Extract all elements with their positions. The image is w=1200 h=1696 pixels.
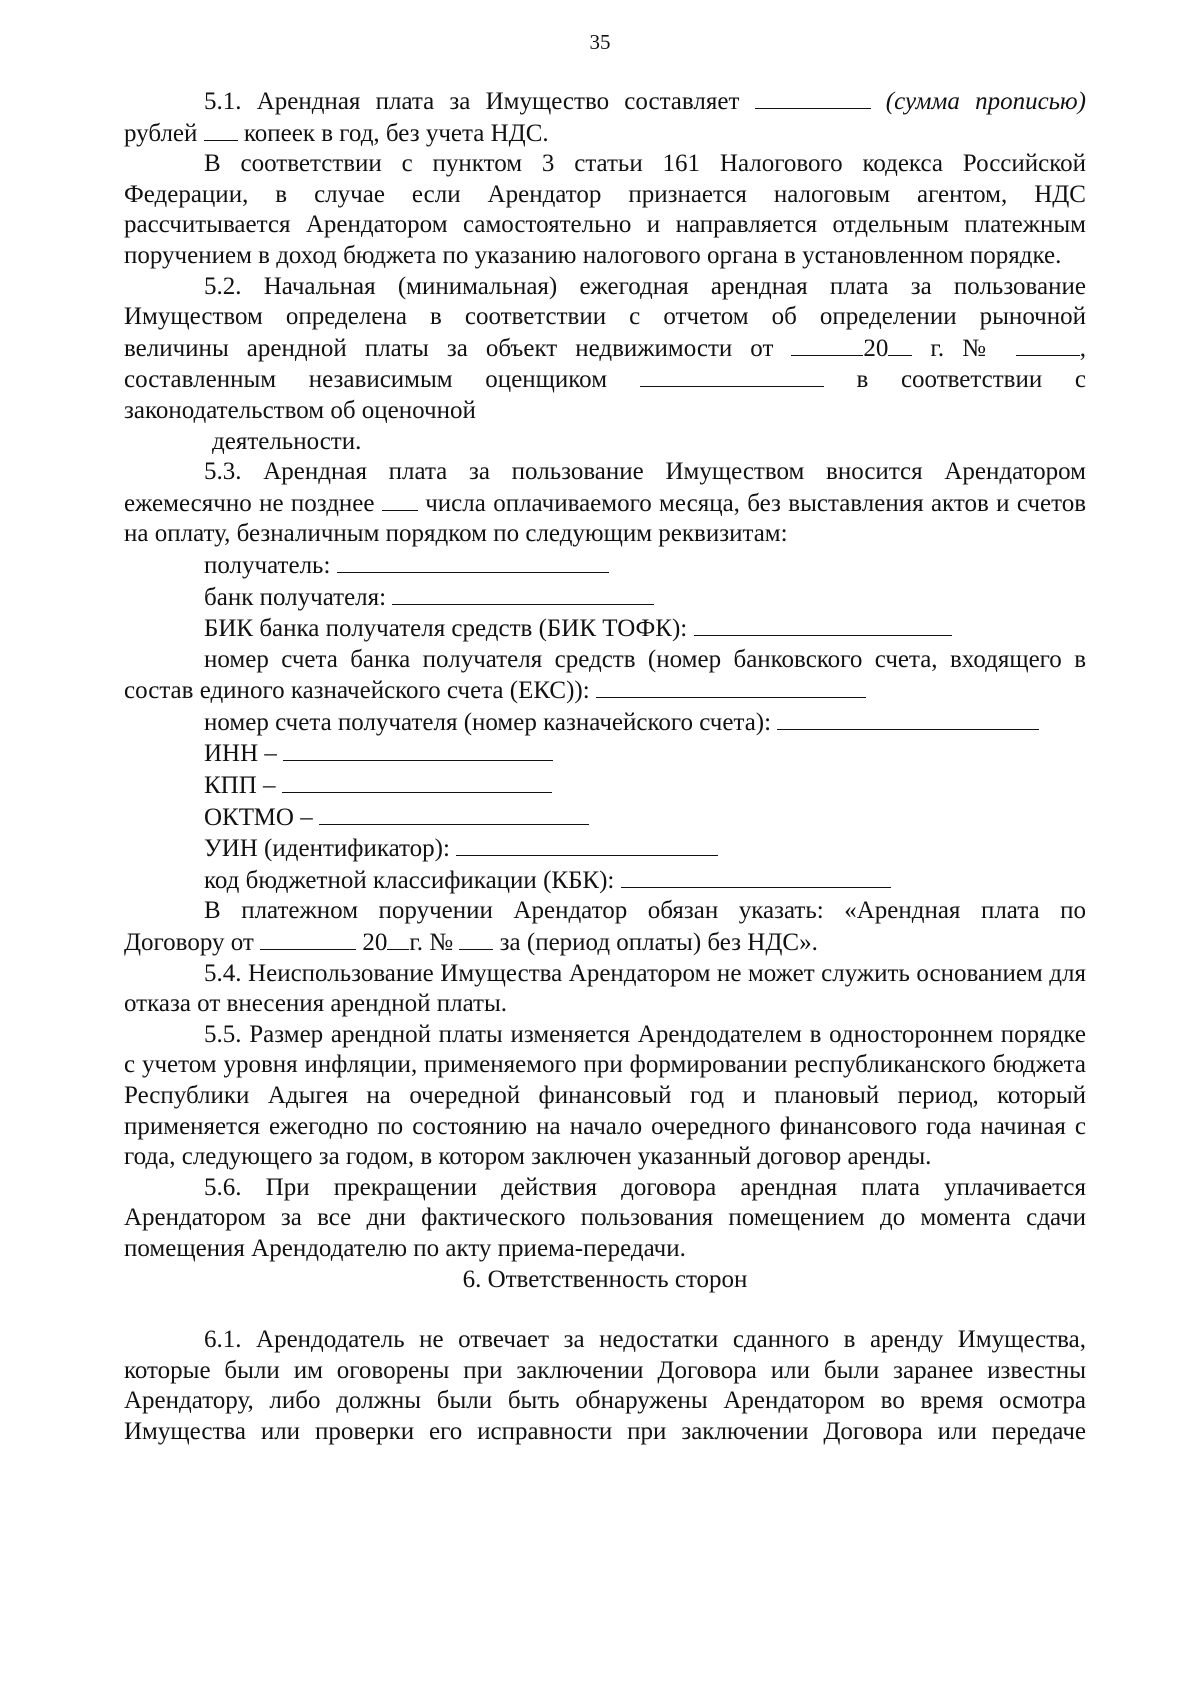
kbk-blank: [621, 865, 891, 888]
amount-words-hint: (сумма прописью): [885, 88, 1086, 115]
req-account-line1: номер счета банка получателя средств (номер банковского счета, входящего в: [204, 645, 1086, 673]
section-gap: [124, 1295, 1086, 1325]
req-oktmo: ОКТМО –: [124, 802, 1086, 834]
clause-5-1-line1: 5.1. Арендная плата за Имущество составляет (сумма прописью): [204, 88, 1086, 115]
treasury-blank: [777, 707, 1039, 730]
section-6-heading: 6. Ответственность сторон: [462, 1265, 748, 1293]
req-recipient: получатель:: [124, 550, 1086, 582]
req-inn: ИНН –: [124, 738, 1086, 770]
document-body: [124, 86, 1086, 1448]
req-kbk: код бюджетной классификации (КБК):: [124, 865, 1086, 897]
appraiser-blank: [640, 364, 824, 387]
req-uin: УИН (идентификатор):: [124, 833, 1086, 865]
contract-number-blank: [459, 927, 493, 950]
kpp-blank: [282, 770, 552, 793]
clause-5-4: 5.4. Неиспользование Имущества Арендатором не может служить основанием для отказа от внесения арендной платы.: [124, 959, 1086, 1018]
clause-5-1-nds: В соответствии с пунктом 3 статьи 161 Налогового кодекса Российской Федерации, в случае если Арендатор признается налоговым агентом, НДС рассчитывается Арендатором самостоятельно и направляется отдельным платежным поручением в доход бюджета по указанию налогового органа в установленном порядке.: [124, 150, 1086, 269]
amount-blank: [755, 86, 871, 109]
clause-5-3: 5.3. Арендная плата за пользование Имуществом вносится Арендатором ежемесячно не позднее числа оплачиваемого месяца, без выставления актов и счетов на оплату, безналичным порядком по следующим реквизитам:: [124, 458, 1087, 548]
inn-blank: [283, 738, 553, 761]
clause-5-6: 5.6. При прекращении действия договора арендная плата уплачивается Арендатором за все дни фактического пользования помещением до момента сдачи помещения Арендодателю по акту приема-передачи.: [124, 1173, 1086, 1262]
contract-date-blank: [260, 927, 356, 950]
clause-5-2-line3: величины арендной платы за объект недвижимости от 20 г. № ,: [124, 334, 1086, 362]
bank-blank: [392, 582, 654, 605]
contract-year-blank: [387, 927, 409, 950]
uin-blank: [456, 833, 718, 856]
req-kpp: КПП –: [124, 770, 1086, 802]
clause-5-2-line1: 5.2. Начальная (минимальная) ежегодная арендная плата за пользование: [204, 272, 1086, 300]
oktmo-blank: [319, 802, 589, 825]
clause-5-2-line5: законодательством об оценочной: [124, 396, 476, 424]
clause-5-1-line2: рублей копеек в год, без учета НДС.: [124, 119, 549, 147]
req-account-line2: состав единого казначейского счета (ЕКС)):: [124, 675, 1086, 707]
req-treasury: номер счета получателя (номер казначейского счета):: [124, 707, 1086, 739]
account-blank: [596, 675, 866, 698]
clause-6-1: 6.1. Арендодатель не отвечает за недостатки сданного в аренду Имущества, которые были им оговорены при заключении Договора или были заранее известны Арендатору, либо должны были быть обнаружены Арендатором во время осмотра Имущества или проверки его исправности при заключении Договора или передаче: [124, 1326, 1086, 1445]
recipient-blank: [337, 550, 609, 573]
report-date-blank: [791, 333, 863, 356]
page-number: 35: [589, 30, 611, 54]
report-year-blank: [888, 333, 912, 356]
payment-order-line1: В платежном поручении Арендатор обязан указать: «Арендная плата по: [204, 897, 1086, 925]
req-bik: БИК банка получателя средств (БИК ТОФК):: [124, 613, 1086, 645]
clause-5-2-line2: Имуществом определена в соответствии с отчетом об определении рыночной: [124, 303, 1086, 331]
report-number-blank: [1016, 333, 1080, 356]
kopeks-blank: [204, 118, 238, 141]
clause-5-5: 5.5. Размер арендной платы изменяется Арендодателем в одностороннем порядке с учетом уровня инфляции, применяемого при формировании республиканского бюджета Республики Адыгея на очередной финансовый год и плановый период, который применяется ежегодно по состоянию на начало очередного финансового года начиная с года, следующего за годом, в котором заключен указанный договор аренды.: [124, 1020, 1086, 1171]
clause-5-2-line6: деятельности.: [212, 427, 362, 455]
req-bank: банк получателя:: [124, 582, 1086, 614]
bik-blank: [694, 613, 952, 636]
clause-5-2-line4: составленным независимым оценщиком в соответствии с: [124, 366, 1086, 394]
payment-day-blank: [382, 488, 418, 511]
payment-order-line2: Договору от 20 г. № за (период оплаты) без НДС».: [124, 929, 818, 957]
